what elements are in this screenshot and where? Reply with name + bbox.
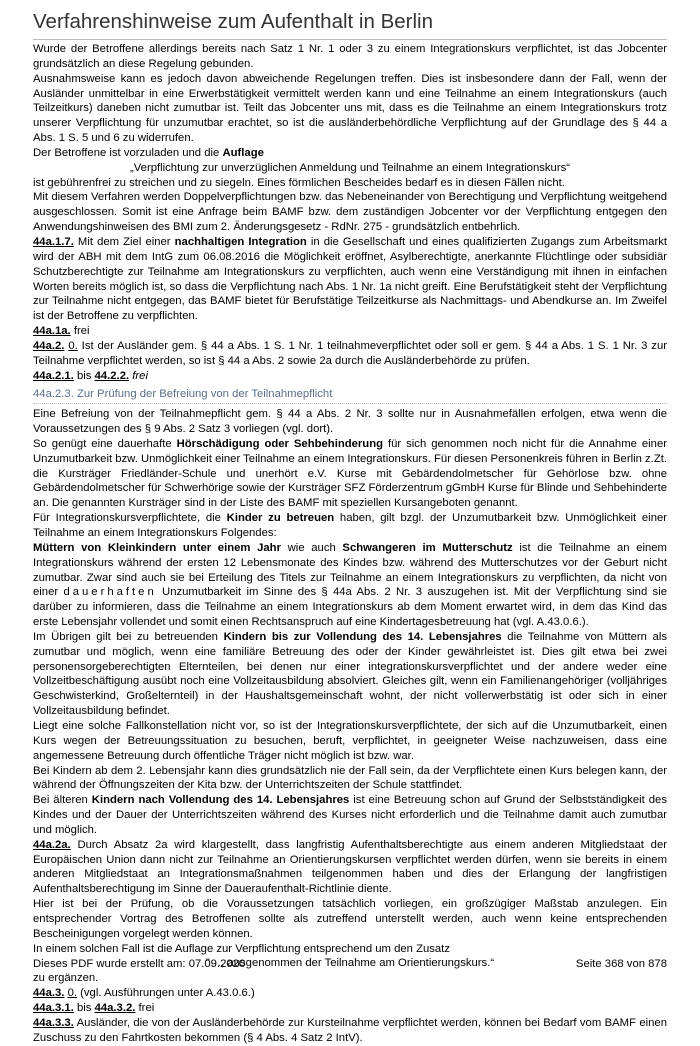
document-page [33,0,667,1046]
subsection-heading: 44a.2.3. Zur Prüfung der Befreiung von der Teilnahmepflicht [33,387,667,404]
paragraph [33,339,667,369]
paragraph [33,235,667,324]
page-number: Seite 368 von 878 [575,958,667,970]
paragraph: In einem solchen Fall ist die Auflage zur Verpflichtung entsprechend um den Zusatz [33,942,450,955]
text: frei [70,325,90,338]
subsection-heading-block [33,387,667,404]
text: ist die Teilnahme an einem Integrationskurs während der ersten 12 Lebensmonate des Kindes bzw. während des Mutterschutzes vor der Geburt nicht zumutbar. Zwar sind auch sie bei Erteilung des Titels zur Teilnahme an einem Integrationskurs zu verpflichten, da nicht von einer [33,541,667,599]
paragraph [33,324,667,339]
sub-ref-link[interactable]: 0. [68,339,78,352]
bold-text: Auflage [222,146,264,159]
text: die Teilnahme von Müttern als zumutbar und möglich, wenn eine familiäre Betreuung des oder der Kinder gewährleistet ist. Dies gilt etwa bei zwei personensorgeberechtigten Elternteilen, bei denen nur einer integrationskursverpflichtet und der andere weder eine Vollzeitbeschäftigung ausübt noch eine Vollzeitausbildung absolviert. Gleiches gilt, wenn ein Familienangehöriger (volljähriges Geschwisterkind, Großelternteil) in der Haushaltsgemeinschaft wohnt, der nicht vollerwerbstätig ist oder sich in einer Vollzeitausbildung befindet. [33,630,667,718]
quote: "…, ausgenommen der Teilnahme am Orientierungskurs.“ [205,957,495,970]
text: Für Integrationskursverpflichtete, die [33,512,227,525]
section-ref-link[interactable]: 44a.2. [33,339,65,352]
paragraph [33,1016,667,1046]
paragraph [33,793,667,838]
text: bis [73,369,95,382]
text: So genügt eine dauerhafte [33,437,177,450]
bold-text: Hörschädigung oder Sehbehinderung [176,437,384,450]
paragraph [33,630,667,719]
paragraph: Liegt eine solche Fallkonstellation nicht vor, so ist der Integrationskursverpflichtete, der sich auf die Unzumutbarkeit, einen Kurs wegen der Betreuungssituation zu besuchen, beruft, verpflichtet, in geeigneter Weise nachzuweisen, dass eine angemessene Betreuung durch öffentliche Träger nicht möglich ist bzw. war. [33,719,667,762]
paragraph [33,838,667,897]
paragraph [33,369,667,384]
text: Ausländer, die von der Ausländerbehörde zur Kursteilnahme verpflichtet werden, können bei Bedarf vom BAMF einen Zuschuss zu den Fahrtkosten bekommen (§ 4 Abs. 4 Satz 2 IntV). [33,1016,667,1044]
text: für sich genommen noch nicht für die Annahme einer Unzumutbarkeit bzw. Unmöglichkeit einer Teilnahme an einem Integrationskurs. Für diesen Personenkreis führen in Berlin z.Zt. die Kursträger Friedländer-Schule und unerhört e.V. Kurse mit Gebärdendolmetscher für Gehörlose bzw. ohne Gebärdendolmetscher für Schwerhörige sowie der Kursträger SFZ Förderzentrum gGmbH Kurse für Blinde und Sehbehinderte an. Die genannten Kursträger sind in der Liste des BAMF mit speziellen Kursangeboten genannt. [33,437,667,510]
text: ist eine Betreuung schon auf Grund der Selbstständigkeit des Kindes und der Dauer der Unterrichtszeiten während des Kurses nicht erforderlich und die Teilnahme damit auch zumutbar und möglich. [33,794,667,836]
paragraph: Hier ist bei der Prüfung, ob die Voraussetzungen tatsächlich vorliegen, ein großzügiger Maßstab anzulegen. Ein entsprechender Vortrag des Betroffenen sollte als zutreffend unterstellt werden, auch wenn keine entsprechenden Bescheinigungen vorgelegt werden können. [33,898,667,940]
creation-date: Dieses PDF wurde erstellt am: 07.09.2020 [33,958,246,970]
spaced-text: dauerhaften [63,586,157,599]
text: frei [135,1002,155,1014]
text: Der Betroffene ist vorzuladen und die [33,146,223,159]
bold-text: Müttern von Kleinkindern unter einem Jahr [33,541,281,554]
section-ref-link[interactable]: 44.2.2. [94,369,130,382]
text: in die Gesellschaft und eines qualifizierten Zugangs zum Arbeitsmarkt wird der ABH mit dem IntG zum 06.08.2016 die Möglichkeit eröffnet, Asylberechtigte, anerkannte Flüchtlinge oder subsidiär Schutzberechtigte zur Teilnahme am Integrationskurs zu verpflichten, auch wenn eine Verständigung mit ihnen in einfachen Worten bereits möglich ist, so dass die Verpflichtung nach Abs. 1 Nr. 1a nicht greift. Eine Berufstätigkeit steht der Verpflichtung zur Teilnahme nicht entgegen, das BAMF bietet für Berufstätige Teilzeitkurse als Nachmittags- und Abendkurse an. Im Zweifel ist der Betroffene zu verpflichten. [33,235,667,323]
text: Im Übrigen gilt bei zu betreuenden [33,630,224,643]
section-ref-link[interactable]: 44a.2.1. [33,369,74,382]
italic-text: frei [132,369,148,382]
paragraph: zu ergänzen. [33,972,99,985]
text: Mit dem Ziel einer [73,235,175,248]
section-ref-link[interactable]: 44a.3. [33,987,65,1000]
bold-text: Kindern nach Vollendung des 14. Lebensjahres [91,794,350,807]
paragraph: Wurde der Betroffene allerdings bereits nach Satz 1 Nr. 1 oder 3 zu einem Integrationskurs verpflichtet, ist das Jobcenter grundsätzlich an diese Regelung gebunden. [33,43,667,70]
text: bis [73,1002,95,1014]
text: Durch Absatz 2a wird klargestellt, dass langfristig Aufenthaltsberechtigte aus einem anderen Mitgliedstaat der Europäischen Union dann nicht zur Teilnahme an Orientierungskursen verpflichtet werden dürfen, wenn sie bereits in einem anderen Mitgliedstaat an Integrationsmaßnahmen teilgenommen haben und dies der Erlangung der langfristigen Aufenthaltsberechtigung im Sinne der Daueraufenthalt-Richtlinie diente. [33,838,667,896]
paragraph [33,541,667,630]
section-ref-link[interactable]: 44a.3.2. [94,1002,136,1014]
section-ref-link[interactable]: 44a.3.1. [33,1002,74,1014]
quote: „Verpflichtung zur unverzüglichen Anmeldung und Teilnahme an einem Integrationskurs“ [129,161,570,174]
text: (vgl. Ausführungen unter A.43.0.6.) [76,987,255,1000]
section-ref-link[interactable]: 44a.3.3. [33,1016,74,1029]
bold-text: Schwangeren im Mutterschutz [342,541,513,554]
text: Unzumutbarkeit im Sinne des § 44a Abs. 2 Nr. 3 auszugehen ist. Mit der Verpflichtung sind sie darüber zu informieren, dass die Teilnahme an einem Integrationskurs ab dem Moment erwartet wird, in dem das Kind das erste Lebensjahr vollendet und somit einen Rechtsanspruch auf eine Kindertagesbetreuung hat (vgl. A.43.0.6.). [33,586,667,629]
section-ref-link[interactable]: 44a.2a. [33,838,71,851]
document-title: Verfahrenshinweise zum Aufenthalt in Berlin [33,9,667,40]
paragraph: ist gebührenfrei zu streichen und zu siegeln. Eines förmlichen Bescheides bedarf es in diesen Fällen nicht. [33,176,565,189]
paragraph [33,1001,667,1016]
document-body [33,42,667,1046]
paragraph [33,146,667,161]
paragraph: Ausnahmsweise kann es jedoch davon abweichende Regelungen treffen. Dies ist insbesondere dann der Fall, wenn der Ausländer unmittelbar in eine Erwerbstätigkeit vermittelt werden kann und eine Teilnahme an einem Integrationskurs (auch Teilzeitkurs) daneben nicht zumutbar ist. Teilt das Jobcenter uns mit, dass es die Teilnahme an einem Integrationskurs trotz unserer Verpflichtung für unzumutbar erachtet, so ist die ausländerbehördliche Verpflichtung auf der Grundlage des § 44 a Abs. 1 S. 5 und 6 zu widerrufen. [33,72,667,145]
text: Ist der Ausländer gem. § 44 a Abs. 1 S. 1 Nr. 1 teilnahmeverpflichtet oder soll er gem. § 44 a Abs. 1 S. 1 Nr. 3 zur Teilnahme verpflichtet werden, so ist § 44 a Abs. 2 sowie 2a durch die Ausländerbehörde zu prüfen. [33,339,667,367]
text: wie auch [280,541,343,554]
paragraph: Bei Kindern ab dem 2. Lebensjahr kann dies grundsätzlich nie der Fall sein, da der Verpflichtete einen Kurs belegen kann, der während der Öffnungszeiten der Kita bzw. der Unterrichtszeiten der Schule stattfindet. [33,764,667,792]
sub-ref-link[interactable]: 0. [67,987,77,1000]
paragraph [33,511,667,541]
text: Bei älteren [33,794,92,807]
paragraph: Mit diesem Verfahren werden Doppelverpflichtungen bzw. das Nebeneinander von Berechtigung und Verpflichtung weitgehend ausgeschlossen. Somit ist eine Anfrage beim BAMF bzw. dem zuständigen Jobcenter vor der Verpflichtung entgegen den Anwendungshinweisen des BMI zum 2. Änderungsgesetz - RdNr. 275 - grundsätzlich entbehrlich. [33,191,667,234]
bold-text: nachhaltigen Integration [174,235,307,248]
bold-text: Kinder zu betreuen [226,512,335,525]
text: haben, gilt bzgl. der Unzumutbarkeit bzw. Unmöglichkeit einer Teilnahme an einem Integrationskurs Folgendes: [33,512,668,539]
paragraph [33,986,667,1001]
paragraph [33,437,667,511]
section-ref-link[interactable]: 44a.1.7. [33,235,74,248]
bold-text: Kindern bis zur Vollendung des 14. Lebensjahres [223,630,502,643]
paragraph: Eine Befreiung von der Teilnahmepflicht gem. § 44 a Abs. 2 Nr. 3 sollte nur in Ausnahmefällen erfolgen, etwa wenn die Voraussetzungen des § 9 Abs. 2 Satz 3 vorliegen (vgl. dort). [33,408,667,436]
section-ref-link[interactable]: 44a.1a. [33,325,71,338]
